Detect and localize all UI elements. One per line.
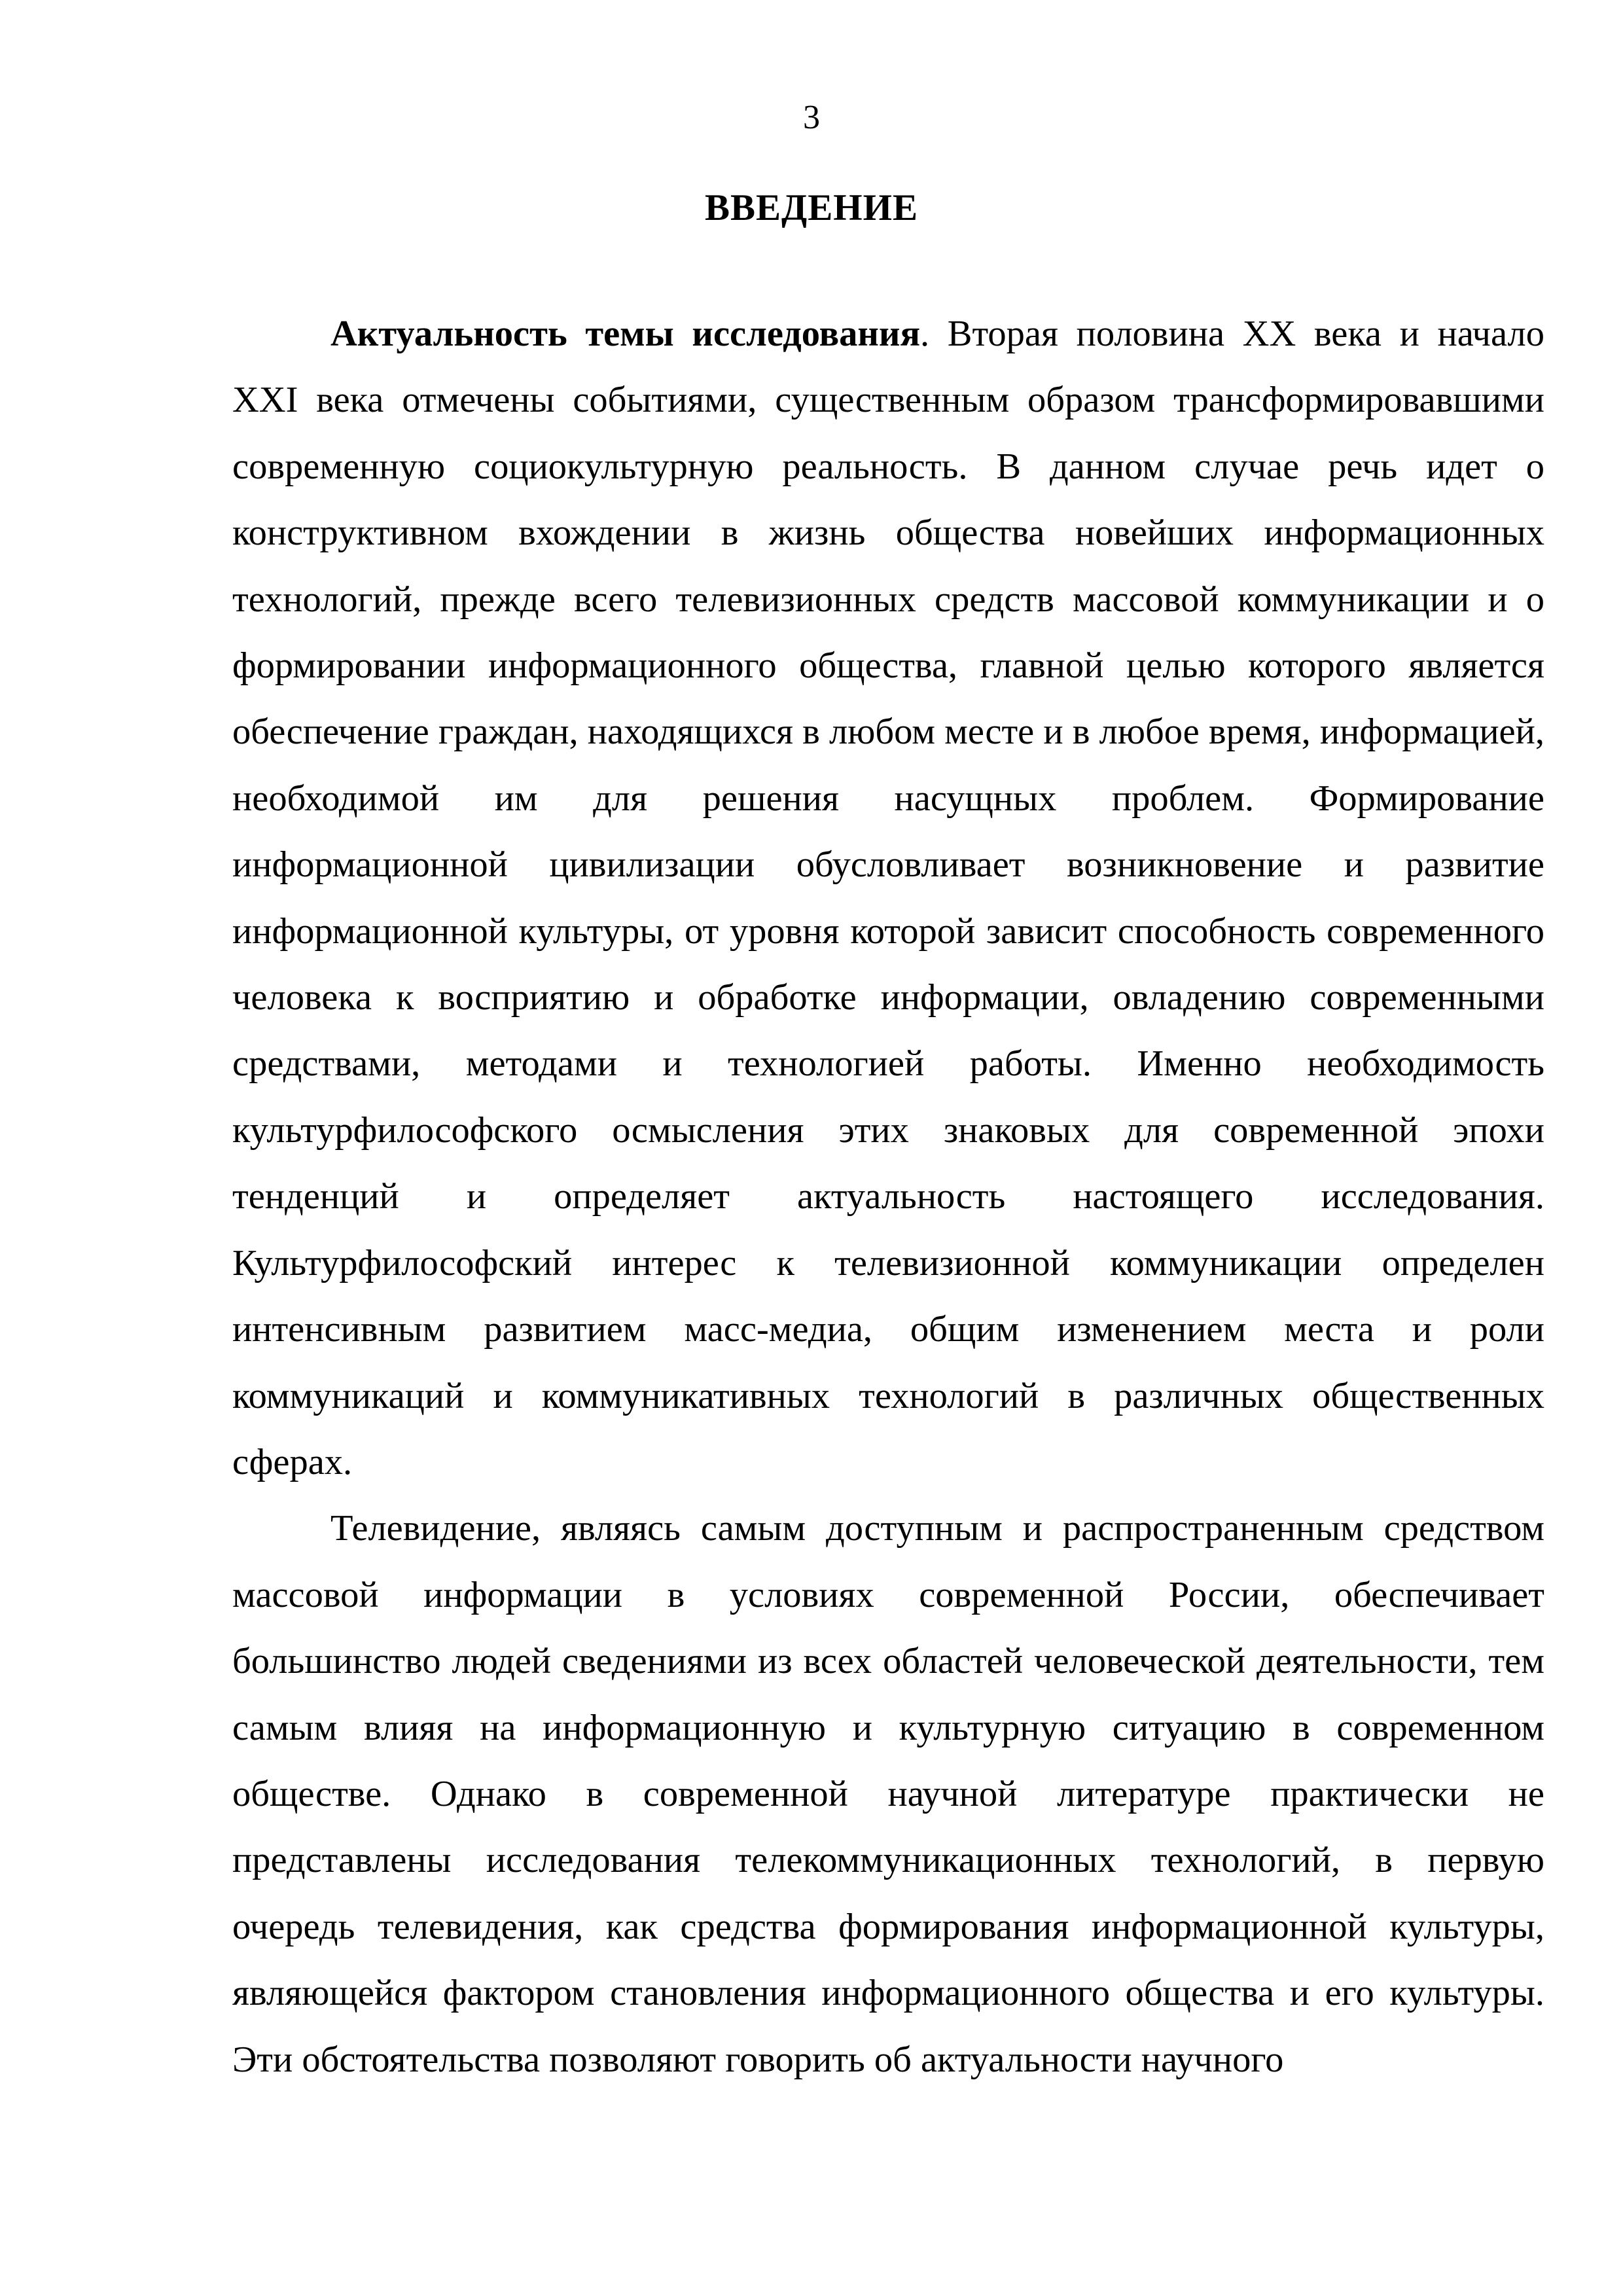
section-heading: ВВЕДЕНИЕ xyxy=(705,187,918,228)
body-text xyxy=(232,301,1544,2093)
paragraph-text: . Вторая половина XX века и начало XXI века отмечены событиями, существенным образом трансформировавшими современную социокультурную реальность. В данном случае речь идет о конструктивном вхождении в жизнь общества новейших информационных технологий, прежде всего телевизионных средств массовой коммуникации и о формировании информационного общества, главной целью которого является обеспечение граждан, находящихся в любом месте и в любое время, информацией, необходимой им для решения насущных проблем. Формирование информационной цивилизации обусловливает возникновение и развитие информационной культуры, от уровня которой зависит способность современного человека к восприятию и обработке информации, овладению современными средствами, методами и технологией работы. Именно необходимость культурфилософского осмысления этих знаковых для современной эпохи тенденций и определяет актуальность настоящего исследования. Культурфилософский интерес к телевизионной коммуникации определен интенсивным развитием масс-медиа, общим изменением места и роли коммуникаций и коммуникативных технологий в различных общественных сферах. xyxy=(232,314,1544,1482)
paragraph-television xyxy=(232,1496,1544,2093)
paragraph-lead-bold: Актуальность темы исследования xyxy=(330,314,921,354)
paragraph-relevance xyxy=(232,301,1544,1496)
paragraph-text: Телевидение, являясь самым доступным и распространенным средством массовой информации в условиях современной России, обеспечивает большинство людей сведениями из всех областей человеческой деятельности, тем самым влияя на информационную и культурную ситуацию в современном обществе. Однако в современной научной литературе практически не представлены исследования телекоммуникационных технологий, в первую очередь телевидения, как средства формирования информационной культуры, являющейся фактором становления информационного общества и его культуры. Эти обстоятельства позволяют говорить об актуальности научного xyxy=(232,1508,1544,2080)
page-number: 3 xyxy=(803,99,820,136)
